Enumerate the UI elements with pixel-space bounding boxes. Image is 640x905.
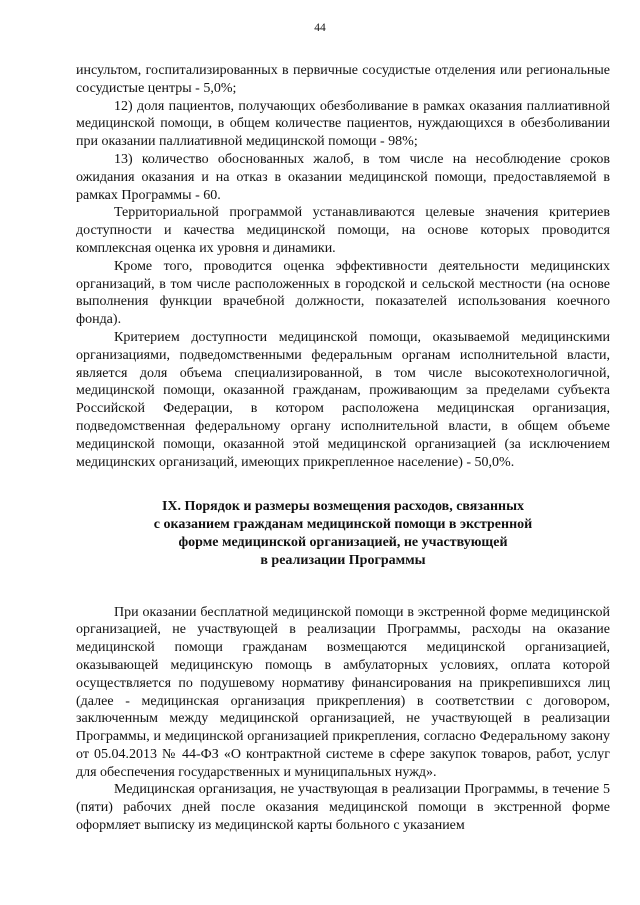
paragraph-target-values: Территориальной программой устанавливаются целевые значения критериев доступности и качества медицинской помощи, на основе которых проводится комплексная оценка их уровня и динамики.	[76, 205, 610, 256]
document-body	[76, 62, 610, 835]
section-heading-line: IX. Порядок и размеры возмещения расходов, связанных	[161, 499, 525, 515]
section-ix-heading	[76, 498, 610, 569]
paragraph-accessibility-criterion: Критерием доступности медицинской помощи, оказываемой медицинскими организациями, подведомственными федеральным органам исполнительной власти, является доля объема специализированной, в том числе высокотехнологичной, медицинской помощи, оказанной гражданам, проживающим за пределами субъекта Российской Федерации, в котором расположена медицинская организация, подведомственная федеральному органу исполнительной власти, в общем объеме медицинской помощи, оказанной этой медицинской организацией (за исключением медицинских организаций, имеющих прикрепленное население) - 50,0%.	[76, 329, 610, 470]
section-heading-line: с оказанием гражданам медицинской помощи в экстренной	[153, 517, 533, 533]
paragraph-efficiency-assessment: Кроме того, проводится оценка эффективности деятельности медицинских организаций, в том числе расположенных в городской и сельской местности (на основе выполнения функции врачебной должности, показателей использования коечного фонда).	[76, 258, 610, 328]
paragraph-reimbursement-procedure: При оказании бесплатной медицинской помощи в экстренной форме медицинской организацией, не участвующей в реализации Программы, расходы на оказание медицинской помощи гражданам возмещаются медицинской организацией, оказывающей медицинскую помощь в амбулаторных условиях, оплата которой осуществляется по подушевому нормативу финансирования на прикрепившихся лиц (далее - медицинская организация прикрепления) в соответствии с договором, заключенным между медицинской организацией, не участвующей в реализации Программы, и медицинской организацией прикрепления, согласно Федеральному закону от 05.04.2013 № 44-ФЗ «О контрактной системе в сфере закупок товаров, работ, услуг для обеспечения государственных и муниципальных нужд».	[76, 604, 610, 780]
section-heading-line: форме медицинской организацией, не участвующей	[178, 534, 508, 550]
paragraph-stroke-indicator: инсультом, госпитализированных в первичные сосудистые отделения или региональные сосудистые центры - 5,0%;	[76, 63, 610, 96]
paragraph-medical-record-extract: Медицинская организация, не участвующая в реализации Программы, в течение 5 (пяти) рабочих дней после оказания медицинской помощи в экстренной форме оформляет выписку из медицинской карты больного с указанием	[76, 782, 610, 834]
paragraph-item-13: 13) количество обоснованных жалоб, в том числе на несоблюдение сроков ожидания оказания и на отказ в оказании медицинской помощи, предоставляемой в рамках Программы - 60.	[76, 151, 610, 203]
section-heading-line: в реализации Программы	[260, 552, 426, 568]
paragraph-item-12: 12) доля пациентов, получающих обезболивание в рамках оказания паллиативной медицинской помощи, в общем количестве пациентов, нуждающихся в обезболивании при оказании паллиативной медицинской помощи - 98%;	[76, 98, 610, 150]
page-number: 44	[314, 22, 326, 34]
